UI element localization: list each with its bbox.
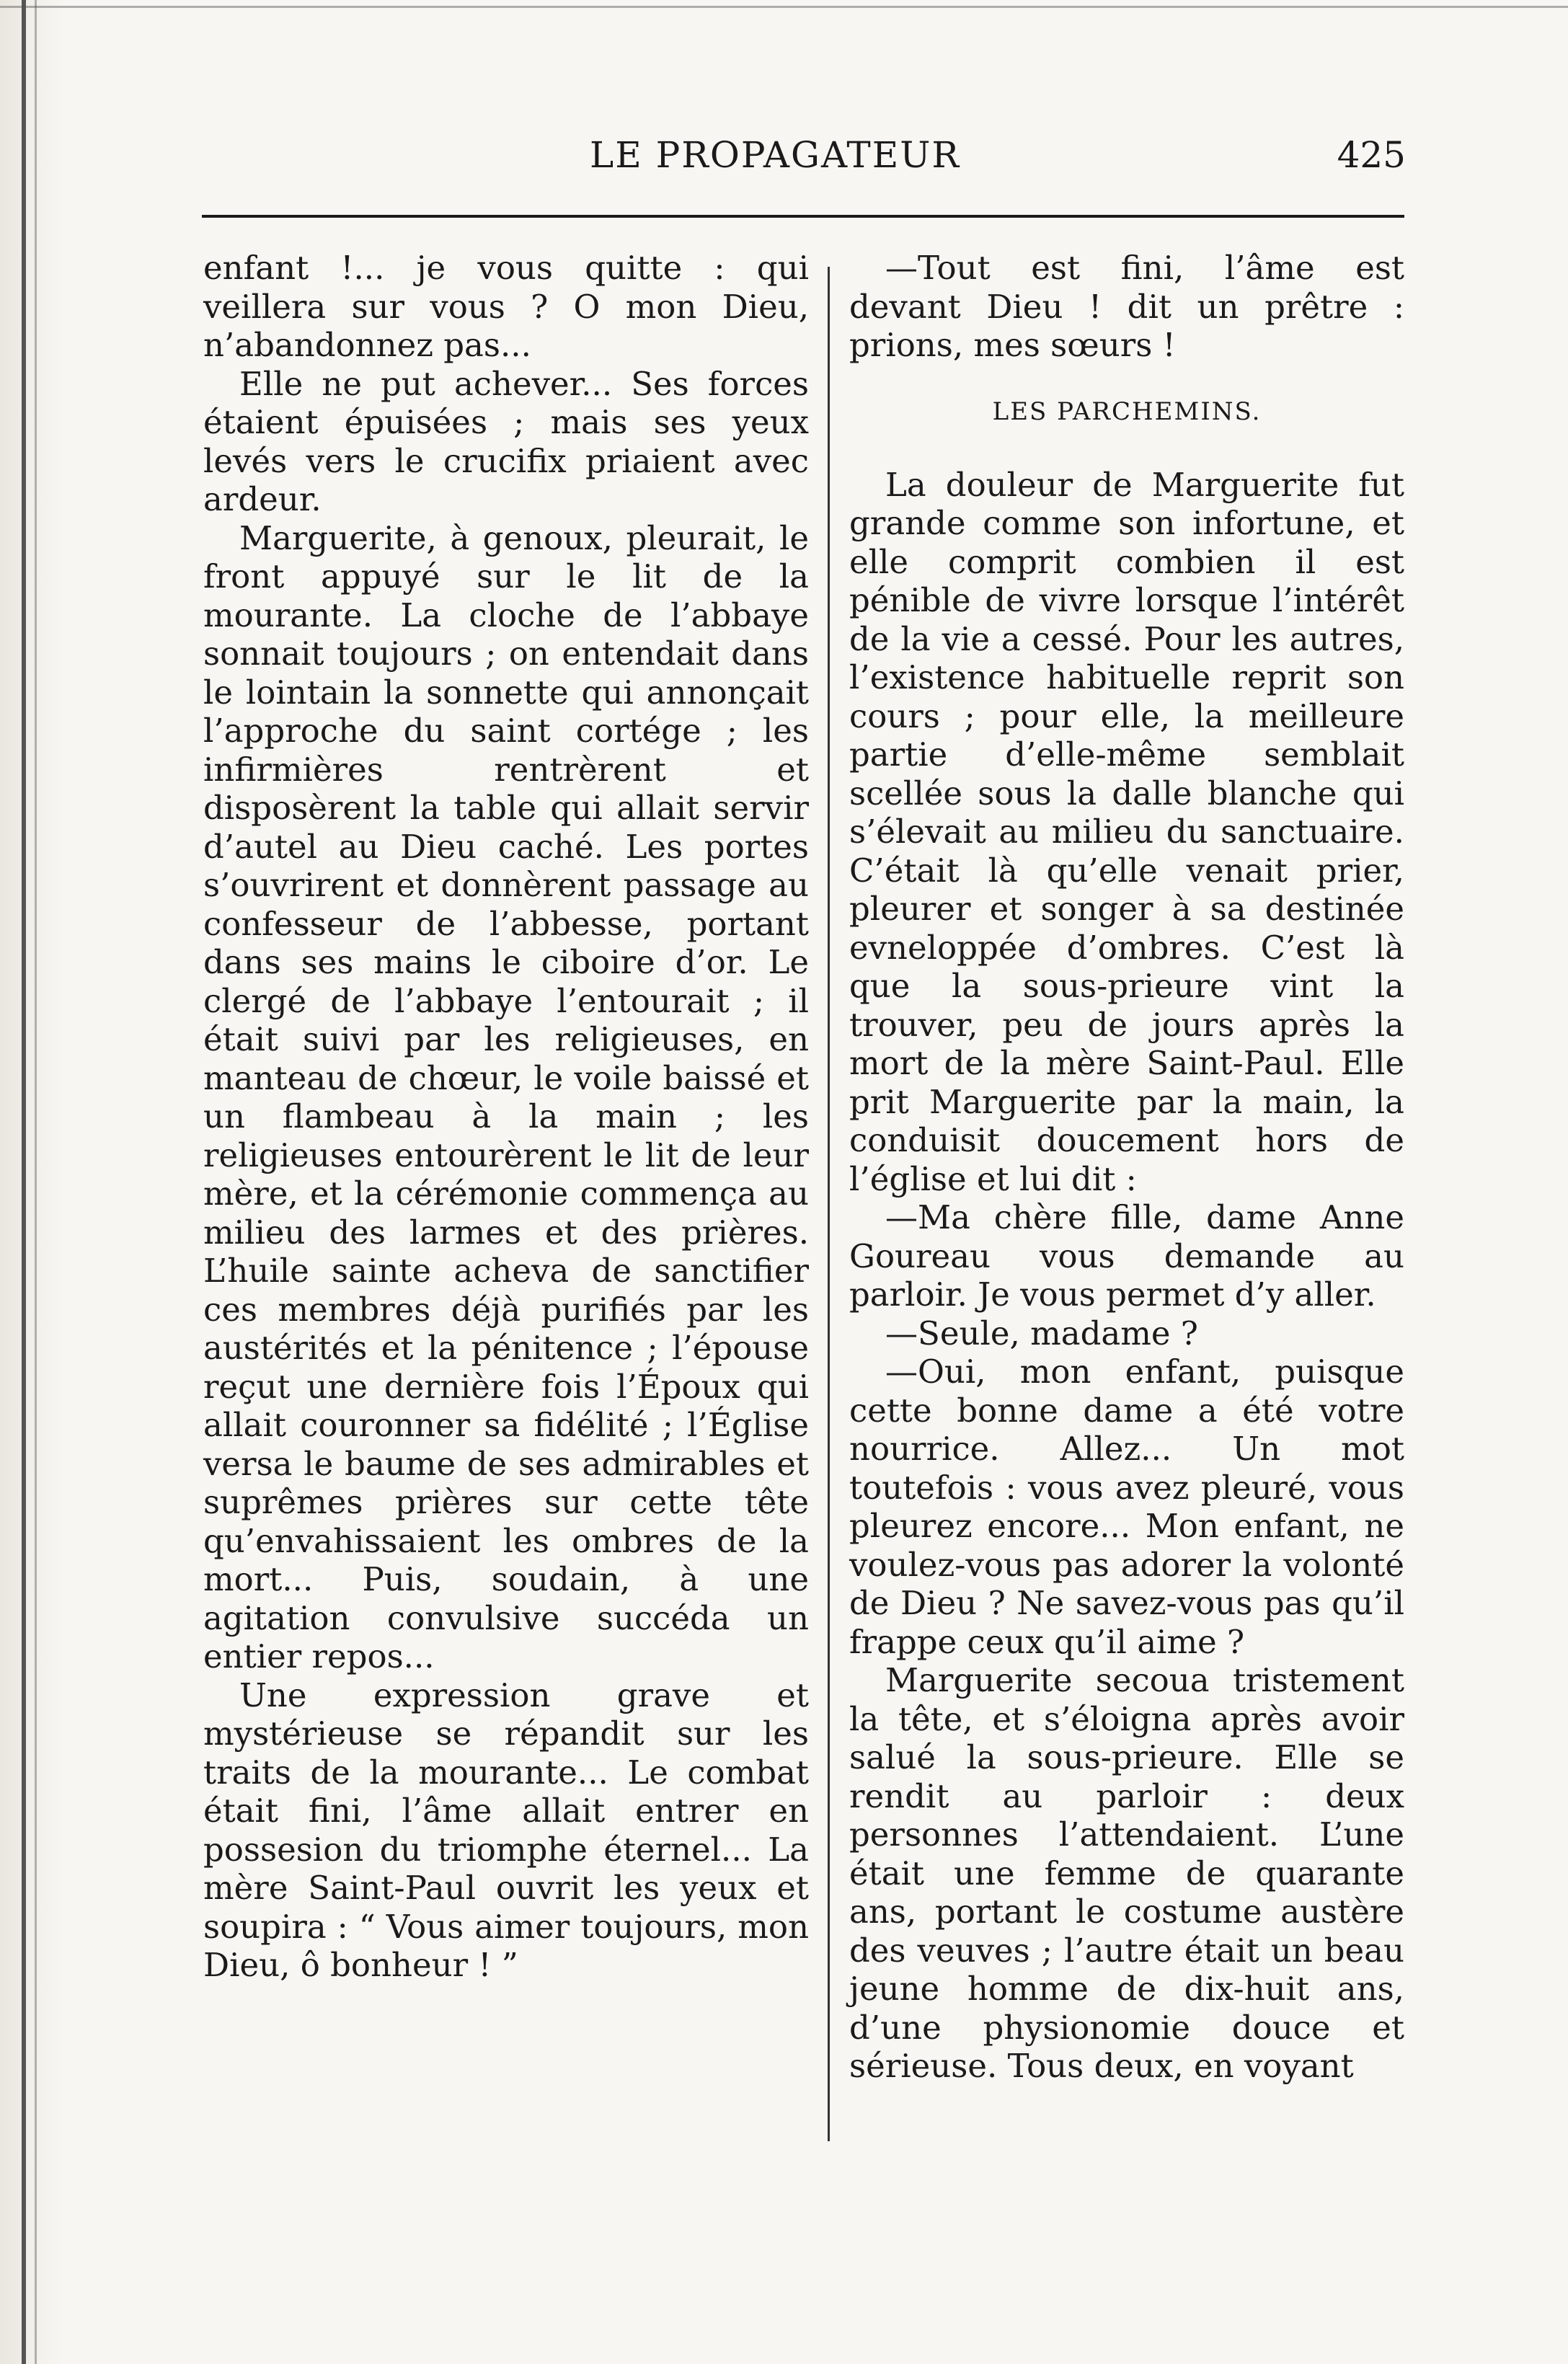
column-divider xyxy=(828,267,830,2141)
paragraph: —Tout est fini, l’âme est devant Dieu ! dit un prêtre : prions, mes sœurs ! xyxy=(849,249,1404,364)
running-title: LE PROPAGATEUR xyxy=(590,134,960,176)
paragraph: Marguerite secoua tristement la tête, et s’éloigna après avoir salué la sous-prieure. Elle se rendit au parloir : deux personnes l’attendaient. L’une était une femme de quarante ans, portant le costume austère des veuves ; l’autre était un beau jeune homme de dix-huit ans, d’une physionomie douce et sérieuse. Tous deux, en voyant xyxy=(849,1661,1404,2085)
top-page-edge xyxy=(0,6,1568,8)
header-rule xyxy=(202,215,1404,218)
paragraph: La douleur de Marguerite fut grande comme son infortune, et elle comprit combien il est pénible de vivre lorsque l’intérêt de la vie a cessé. Pour les autres, l’existence habituelle reprit son cours ; pour elle, la meilleure partie d’elle-même semblait scellée sous la dalle blanche qui s’élevait au milieu du sanctuaire. C’était là qu’elle venait prier, pleurer et songer à sa destinée evneloppée d’ombres. C’est là que la sous-prieure vint la trouver, peu de jours après la mort de la mère Saint-Paul. Elle prit Marguerite par la main, la conduisit doucement hors de l’église et lui dit : xyxy=(849,465,1404,1198)
paragraph: enfant !... je vous quitte : qui veillera sur vous ? O mon Dieu, n’abandonnez pas... xyxy=(203,249,809,364)
right-column xyxy=(849,249,1404,2086)
binding-shadow-line xyxy=(22,0,26,2364)
paragraph: Une expression grave et mystérieuse se répandit sur les traits de la mourante... Le combat était fini, l’âme allait entrer en possesion du triomphe éternel... La mère Saint-Paul ouvrit les yeux et soupira : “ Vous aimer toujours, mon Dieu, ô bonheur ! ” xyxy=(203,1675,809,1984)
paragraph: —Seule, madame ? xyxy=(885,1314,1198,1353)
page-number: 425 xyxy=(1337,134,1406,176)
section-title: LES PARCHEMINS. xyxy=(992,397,1262,426)
page-header xyxy=(144,123,1406,187)
paragraph: Elle ne put achever... Ses forces étaient épuisées ; mais ses yeux levés vers le crucifix priaient avec ardeur. xyxy=(203,364,809,518)
paragraph: —Ma chère fille, dame Anne Goureau vous demande au parloir. Je vous permet d’y aller. xyxy=(849,1198,1404,1314)
left-column xyxy=(203,249,809,1985)
paragraph: Marguerite, à genoux, pleurait, le front appuyé sur le lit de la mourante. La cloche de l’abbaye sonnait toujours ; on entendait dans le lointain la sonnette qui annonçait l’approche du saint cortége ; les infirmières rentrèrent et disposèrent la table qui allait servir d’autel au Dieu caché. Les portes s’ouvrirent et donnèrent passage au confesseur de l’abbesse, portant dans ses mains le ciboire d’or. Le clergé de l’abbaye l’entourait ; il était suivi par les religieuses, en manteau de chœur, le voile baissé et un flambeau à la main ; les religieuses entourèrent le lit de leur mère, et la cérémonie commença au milieu des larmes et des prières. L’huile sainte acheva de sanctifier ces membres déjà purifiés par les austérités et la pénitence ; l’épouse reçut une dernière fois l’Époux qui allait couronner sa fidélité ; l’Église versa le baume de ses admirables et suprêmes prières sur cette tête qu’envahissaient les ombres de la mort... Puis, soudain, à une agitation convulsive succéda un entier repos... xyxy=(203,518,809,1675)
page-binding-edge xyxy=(0,0,65,2364)
paragraph: —Oui, mon enfant, puisque cette bonne dame a été votre nourrice. Allez... Un mot toutefois : vous avez pleuré, vous pleurez encore... Mon enfant, ne voulez-vous pas adorer la volonté de Dieu ? Ne savez-vous pas qu’il frappe ceux qu’il aime ? xyxy=(849,1353,1404,1661)
binding-shadow-line-secondary xyxy=(35,0,37,2364)
